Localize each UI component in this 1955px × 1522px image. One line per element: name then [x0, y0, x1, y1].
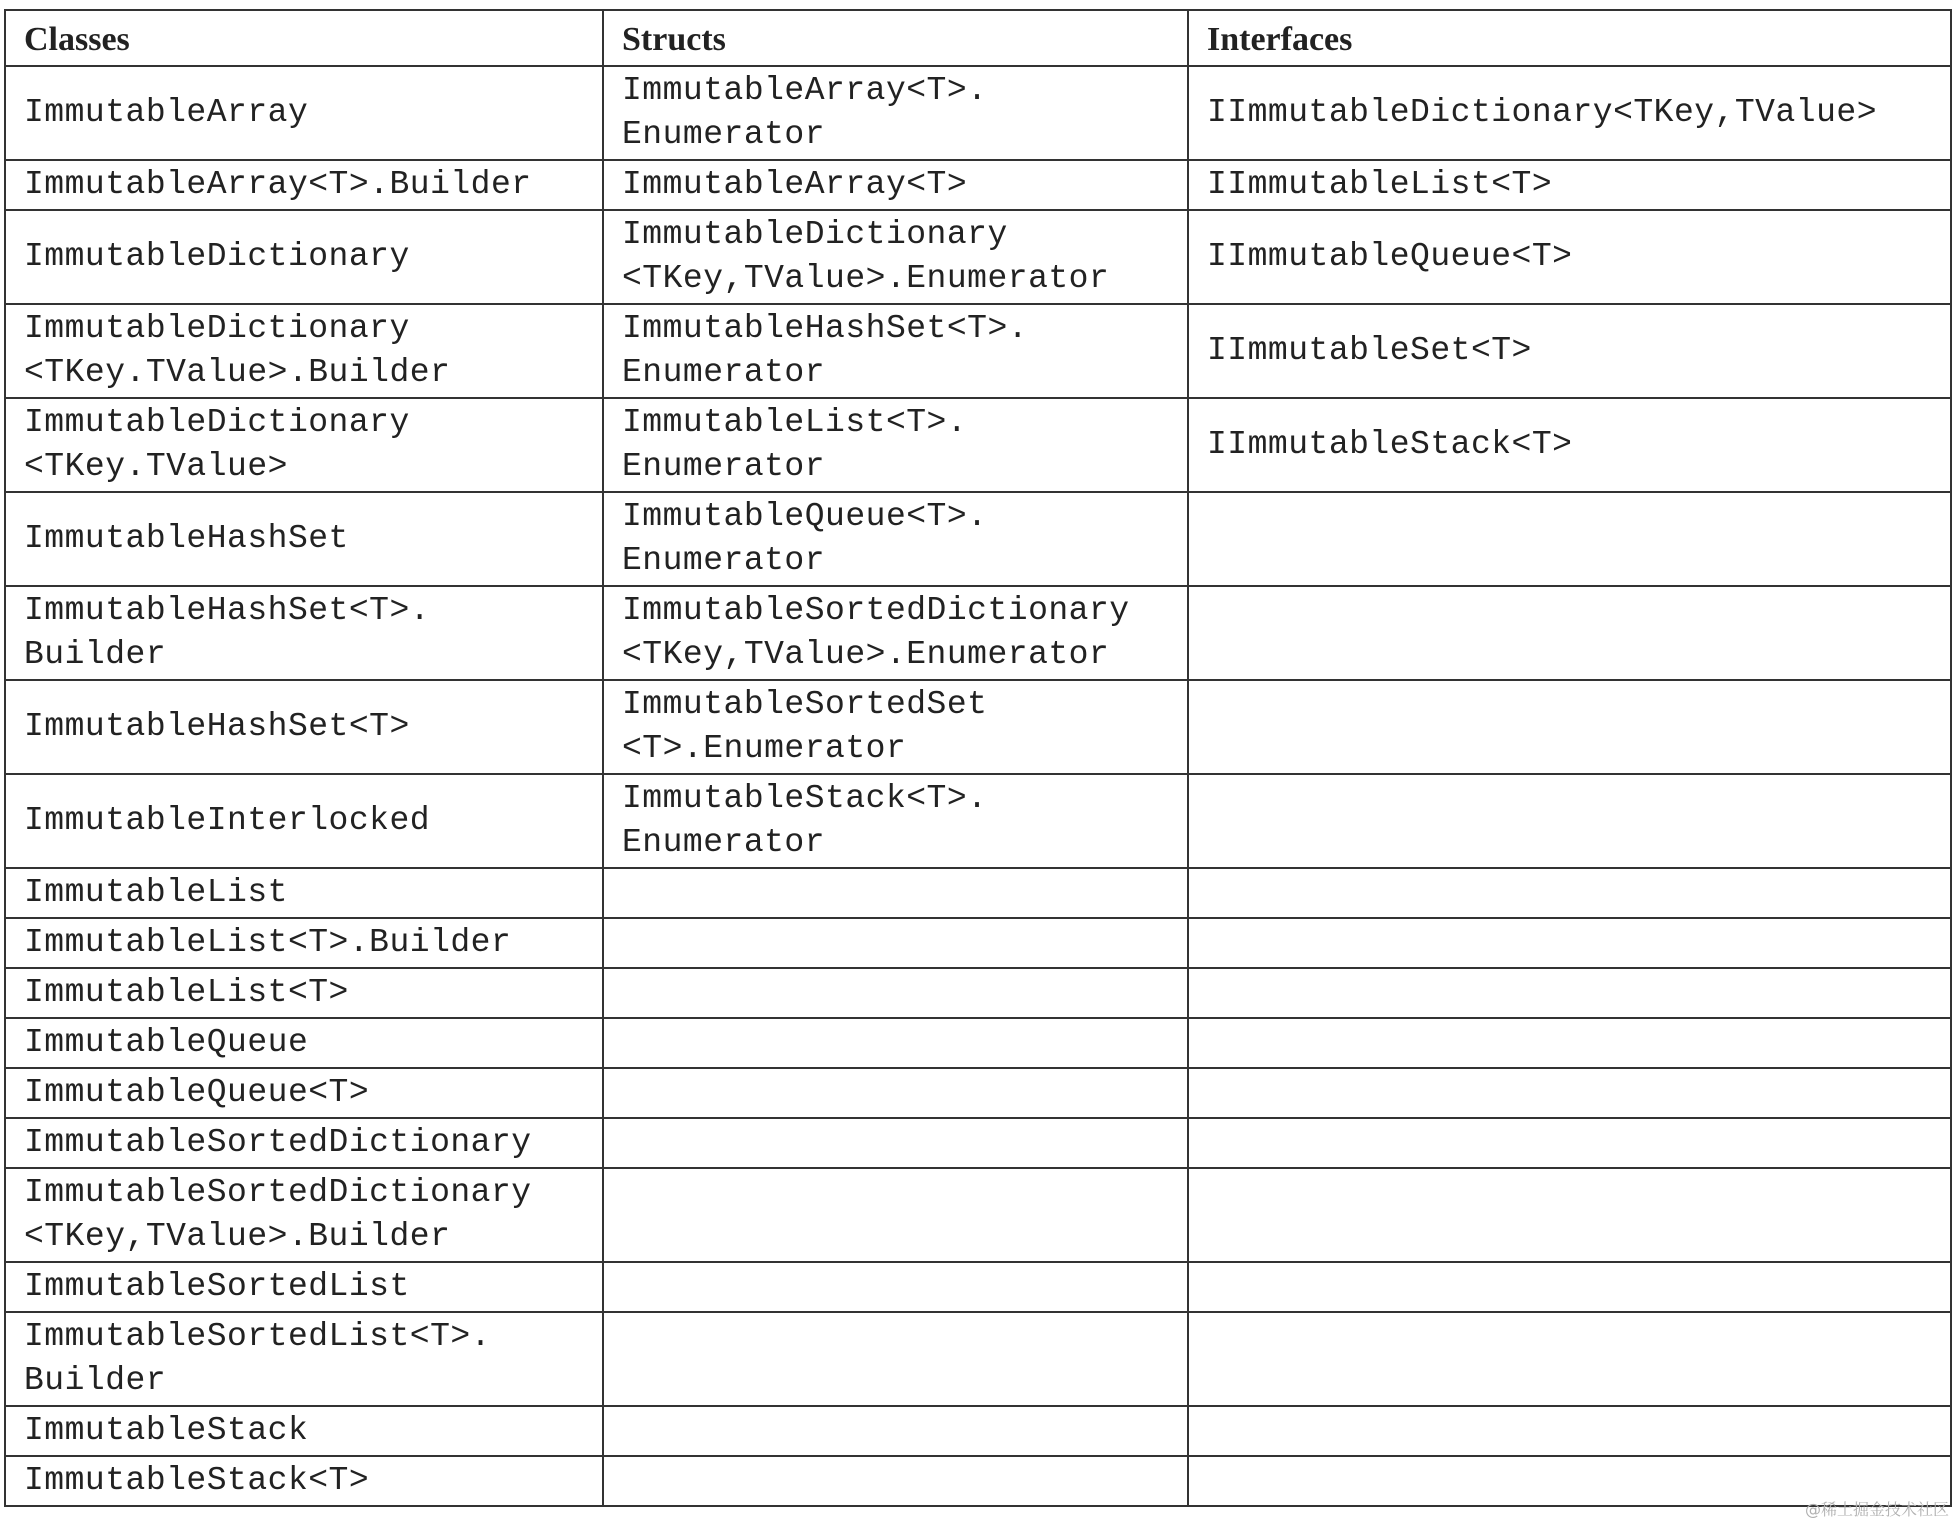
table-cell-struct [603, 968, 1188, 1018]
table-cell-interface: IImmutableQueue<T> [1188, 210, 1951, 304]
table-cell-struct [603, 1456, 1188, 1506]
table-cell-struct: ImmutableArray<T> [603, 160, 1188, 210]
table-cell-class: ImmutableDictionary <TKey.TValue> [5, 398, 603, 492]
table-row [5, 774, 1951, 868]
table-row [5, 868, 1951, 918]
table-cell-struct: ImmutableDictionary <TKey,TValue>.Enumerator [603, 210, 1188, 304]
table-cell-interface [1188, 586, 1951, 680]
table-cell-struct: ImmutableSortedDictionary <TKey,TValue>.Enumerator [603, 586, 1188, 680]
table-cell-interface [1188, 1168, 1951, 1262]
table-row [5, 1068, 1951, 1118]
table-cell-interface [1188, 774, 1951, 868]
table-cell-interface: IImmutableList<T> [1188, 160, 1951, 210]
table-row [5, 1118, 1951, 1168]
table-cell-interface [1188, 968, 1951, 1018]
table-cell-interface [1188, 868, 1951, 918]
table-cell-struct [603, 1168, 1188, 1262]
table-cell-interface [1188, 492, 1951, 586]
table-row [5, 1456, 1951, 1506]
table-cell-class: ImmutableArray [5, 66, 603, 160]
table-cell-struct [603, 1262, 1188, 1312]
table-row [5, 918, 1951, 968]
table-cell-interface [1188, 1406, 1951, 1456]
table-cell-class: ImmutableList<T>.Builder [5, 918, 603, 968]
table-cell-interface: IImmutableStack<T> [1188, 398, 1951, 492]
table-cell-class: ImmutableHashSet<T>. Builder [5, 586, 603, 680]
table-cell-class: ImmutableSortedDictionary <TKey,TValue>.Builder [5, 1168, 603, 1262]
table-cell-struct: ImmutableList<T>. Enumerator [603, 398, 1188, 492]
table-cell-class: ImmutableStack<T> [5, 1456, 603, 1506]
table-row [5, 680, 1951, 774]
column-header-structs: Structs [603, 10, 1188, 66]
table-cell-class: ImmutableArray<T>.Builder [5, 160, 603, 210]
table-cell-class: ImmutableList<T> [5, 968, 603, 1018]
table-cell-class: ImmutableDictionary [5, 210, 603, 304]
table-row [5, 160, 1951, 210]
table-row [5, 1406, 1951, 1456]
table-cell-interface [1188, 1068, 1951, 1118]
table-row [5, 1262, 1951, 1312]
table-cell-class: ImmutableStack [5, 1406, 603, 1456]
table-row [5, 968, 1951, 1018]
table-cell-class: ImmutableInterlocked [5, 774, 603, 868]
table-row [5, 398, 1951, 492]
table-cell-struct [603, 1118, 1188, 1168]
table-row [5, 1168, 1951, 1262]
table-cell-class: ImmutableHashSet<T> [5, 680, 603, 774]
document-page [4, 9, 1950, 1507]
table-cell-class: ImmutableDictionary <TKey.TValue>.Builder [5, 304, 603, 398]
table-cell-class: ImmutableList [5, 868, 603, 918]
table-cell-struct: ImmutableArray<T>. Enumerator [603, 66, 1188, 160]
table-row [5, 1312, 1951, 1406]
table-row [5, 66, 1951, 160]
table-cell-interface [1188, 1018, 1951, 1068]
table-cell-struct: ImmutableHashSet<T>. Enumerator [603, 304, 1188, 398]
table-cell-struct [603, 1068, 1188, 1118]
table-cell-class: ImmutableQueue<T> [5, 1068, 603, 1118]
table-row [5, 210, 1951, 304]
table-cell-interface [1188, 1118, 1951, 1168]
immutable-types-table [4, 9, 1952, 1507]
watermark: @稀土掘金技术社区 [1804, 1500, 1949, 1519]
table-header-row [5, 10, 1951, 66]
table-cell-struct [603, 1312, 1188, 1406]
table-row [5, 304, 1951, 398]
table-cell-struct [603, 1406, 1188, 1456]
table-row [5, 586, 1951, 680]
table-cell-class: ImmutableQueue [5, 1018, 603, 1068]
table-row [5, 1018, 1951, 1068]
table-cell-class: ImmutableSortedList [5, 1262, 603, 1312]
table-cell-struct [603, 918, 1188, 968]
table-row [5, 492, 1951, 586]
column-header-interfaces: Interfaces [1188, 10, 1951, 66]
table-cell-class: ImmutableSortedList<T>. Builder [5, 1312, 603, 1406]
table-cell-interface [1188, 1312, 1951, 1406]
table-cell-struct [603, 868, 1188, 918]
table-cell-struct: ImmutableQueue<T>. Enumerator [603, 492, 1188, 586]
table-cell-interface: IImmutableDictionary<TKey,TValue> [1188, 66, 1951, 160]
table-cell-interface [1188, 1262, 1951, 1312]
table-cell-interface [1188, 680, 1951, 774]
table-cell-struct [603, 1018, 1188, 1068]
table-cell-struct: ImmutableStack<T>. Enumerator [603, 774, 1188, 868]
table-cell-class: ImmutableSortedDictionary [5, 1118, 603, 1168]
table-cell-interface [1188, 918, 1951, 968]
column-header-classes: Classes [5, 10, 603, 66]
table-cell-interface: IImmutableSet<T> [1188, 304, 1951, 398]
table-cell-struct: ImmutableSortedSet <T>.Enumerator [603, 680, 1188, 774]
table-cell-class: ImmutableHashSet [5, 492, 603, 586]
